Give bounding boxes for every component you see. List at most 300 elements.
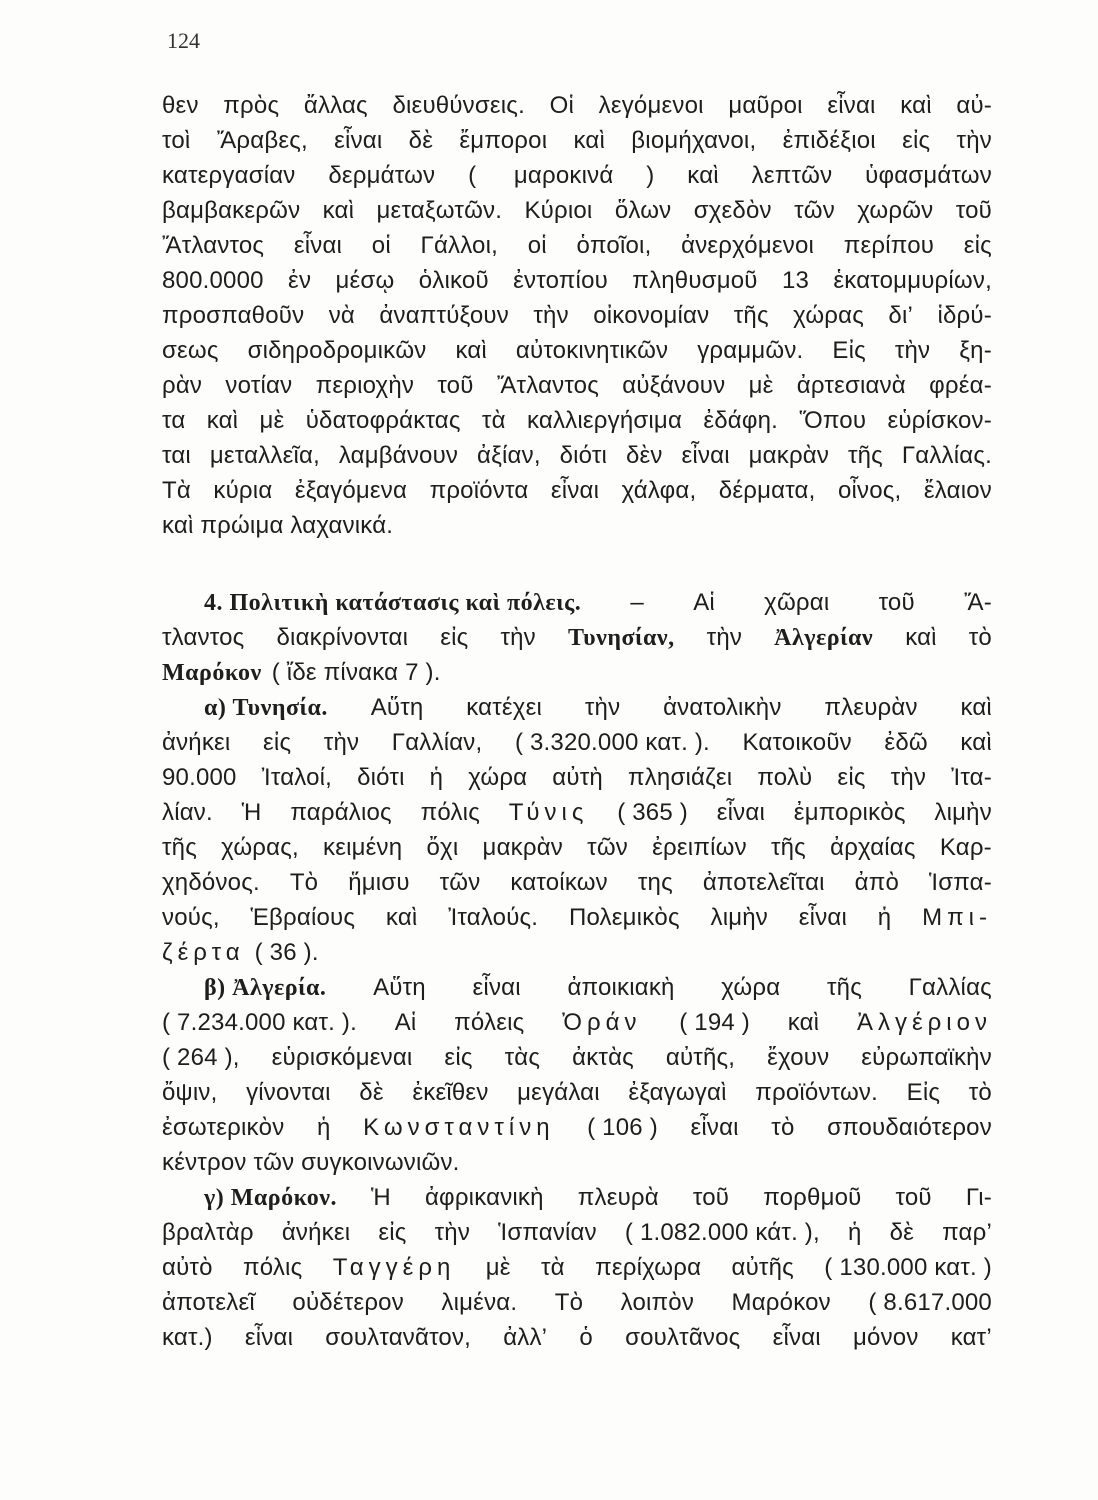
word: περιοχὴν xyxy=(315,372,415,399)
page-number: 124 xyxy=(167,28,200,53)
word: τὴν xyxy=(533,302,569,329)
word: καλλιεργήσιμα xyxy=(526,407,683,434)
word: μέσῳ xyxy=(335,267,395,294)
word: Ἄτλαντος xyxy=(162,232,265,259)
word: εἶναι xyxy=(798,904,848,931)
word: Γάλλοι, xyxy=(420,232,499,259)
word: β) Ἀλγερία. xyxy=(204,975,327,1001)
word: οἶνος, xyxy=(837,477,902,504)
word: ἐν xyxy=(288,267,312,294)
word: ἡ xyxy=(429,764,444,791)
word: Εἰς xyxy=(832,337,866,364)
word: ὑφασμάτων xyxy=(865,162,992,189)
word: μὲ xyxy=(485,1254,511,1281)
word: Τὸ xyxy=(554,1289,584,1316)
word: Αἱ xyxy=(394,1009,417,1036)
text-line xyxy=(162,1114,992,1149)
word: τὰ xyxy=(540,1254,565,1281)
text-line xyxy=(162,1149,992,1184)
word: οἱ xyxy=(527,232,547,259)
page-text xyxy=(162,92,992,1359)
word: σουλτανᾶτον, xyxy=(325,1324,472,1351)
word: καὶ xyxy=(960,694,992,721)
word: ἀρτεσιανὰ xyxy=(796,372,906,399)
word: χώρας, xyxy=(221,834,299,861)
word: καὶ xyxy=(905,624,937,651)
text-line xyxy=(162,512,992,547)
word: βραλτὰρ xyxy=(162,1219,254,1246)
word: Κύριοι xyxy=(524,197,593,224)
word: Ἰτα- xyxy=(951,764,992,791)
word: – xyxy=(630,589,644,616)
word: αὐτοκινητικῶν xyxy=(515,337,669,364)
word: Ἄτλαντος xyxy=(496,372,599,399)
word: τοῦ xyxy=(692,1184,730,1211)
word: 800.0000 xyxy=(162,267,264,294)
word: πόλις xyxy=(420,799,480,826)
word: Οἱ xyxy=(549,92,574,119)
word: κειμένη xyxy=(323,834,403,861)
word: ἄλλας xyxy=(303,92,368,119)
word: 13 xyxy=(781,267,810,294)
word: νούς, xyxy=(162,904,220,931)
text-line xyxy=(162,1324,992,1359)
word: ὄψιν, xyxy=(162,1079,218,1106)
word: εἶναι xyxy=(681,442,730,469)
text-line xyxy=(162,1219,992,1254)
word: ἀναπτύξουν xyxy=(379,302,509,329)
word: εἶναι xyxy=(334,127,383,154)
word: ἐσωτερικὸν xyxy=(162,1114,285,1141)
word: καὶ xyxy=(900,92,932,119)
word: καὶ xyxy=(206,407,239,434)
word: εἶναι xyxy=(772,1324,821,1351)
text-line xyxy=(162,1009,992,1044)
word: Πολεμικὸς xyxy=(568,904,680,931)
word: χώρα xyxy=(468,764,528,791)
word: ἀνερχόμενοι xyxy=(681,232,815,259)
word: ἐξαγόμενα xyxy=(294,477,408,504)
text-line xyxy=(162,232,992,267)
word: Αὕτη xyxy=(373,974,426,1001)
word: ἐξαγωγαὶ xyxy=(628,1079,727,1106)
word: παρ’ xyxy=(942,1219,992,1246)
word: τῆς xyxy=(770,834,806,861)
word: τῆς xyxy=(162,834,197,861)
word: Τὰ xyxy=(162,477,191,504)
word: μαῦροι xyxy=(728,92,803,119)
word: ( 106 ) xyxy=(587,1114,658,1141)
word: τῶν xyxy=(587,834,628,861)
word: εἰς xyxy=(902,127,931,154)
word: ἀνήκει xyxy=(162,729,231,756)
word: κύρια xyxy=(213,477,273,504)
word: ἔχουν xyxy=(767,1044,830,1071)
word: γ) Μαρόκον. xyxy=(204,1185,337,1211)
word: ἡ xyxy=(877,904,892,931)
word: πόλεις xyxy=(454,1009,525,1036)
word: τῆς xyxy=(733,302,769,329)
word: ( 1.082.000 κάτ. ), xyxy=(624,1219,820,1246)
word: Ἱσπανίαν xyxy=(498,1219,597,1246)
word: λαμβάνουν xyxy=(338,442,459,469)
word: ἡ xyxy=(316,1114,331,1141)
word: λιμένα. xyxy=(441,1289,518,1316)
word: ( 3.320.000 κατ. ). xyxy=(514,729,710,756)
word: ὑδατοφράκτας xyxy=(305,407,461,434)
word: δὲ xyxy=(408,127,434,154)
word: παράλιος xyxy=(290,799,392,826)
word: μὲ xyxy=(259,407,285,434)
text-line xyxy=(162,267,992,302)
word: μακρὰν xyxy=(748,442,830,469)
word: ἥμισυ xyxy=(348,869,410,896)
word: κατ’ xyxy=(950,1324,992,1351)
word: ἔλαιον xyxy=(923,477,992,504)
text-line xyxy=(162,939,992,974)
word: τὴν xyxy=(706,624,743,651)
word: Ἰταλοί, xyxy=(261,764,333,791)
word: τοῦ xyxy=(955,197,992,224)
text-line xyxy=(162,1289,992,1324)
word: σεως xyxy=(162,337,219,364)
word: ἀποτελεῖται xyxy=(702,869,825,896)
word: ζέρτα xyxy=(162,939,245,966)
word: τῆς xyxy=(826,974,862,1001)
word: ὁποῖοι, xyxy=(576,232,652,259)
text-line xyxy=(162,869,992,904)
word: εἰς xyxy=(444,1044,473,1071)
word: μεγάλαι xyxy=(517,1079,600,1106)
word: μακρὰν xyxy=(482,834,563,861)
text-line xyxy=(162,729,992,764)
word: ὄχι xyxy=(426,834,459,861)
word: εὑρίσκον- xyxy=(887,407,992,434)
word: Γι- xyxy=(965,1184,992,1211)
word: διακρίνονται xyxy=(276,624,409,651)
word: διότι xyxy=(559,442,608,469)
word: πρὸς xyxy=(223,92,280,119)
word: λοιπὸν xyxy=(620,1289,695,1316)
word: τλαντος xyxy=(162,624,245,651)
word: ὁ xyxy=(579,1324,593,1351)
word: τῶν xyxy=(439,869,481,896)
word: χηδόνος. xyxy=(162,869,260,896)
text-line xyxy=(162,1254,992,1289)
word: Ταγγέρη xyxy=(332,1254,456,1281)
word: εἰς xyxy=(837,764,866,791)
word: Ἡ xyxy=(371,1184,391,1211)
word: Καρ- xyxy=(939,834,992,861)
word: εὐρωπαϊκὴν xyxy=(861,1044,992,1071)
word: χάλφα, xyxy=(621,477,697,504)
word: σουλτᾶνος xyxy=(625,1324,741,1351)
word: πλησιάζει xyxy=(627,764,733,791)
word: καὶ xyxy=(385,904,418,931)
word: κατοίκων xyxy=(510,869,608,896)
word: τὴν xyxy=(584,694,621,721)
word: ἐμπορικὸς xyxy=(793,799,906,826)
word: δὲ xyxy=(359,1079,384,1106)
word: αὐ- xyxy=(956,92,992,119)
word: πλευρὰν xyxy=(824,694,918,721)
word: νὰ xyxy=(328,302,355,329)
word: τοῦ xyxy=(437,372,474,399)
word: 90.000 xyxy=(162,764,237,791)
word: Γαλλίαν, xyxy=(391,729,483,756)
word: ( 130.000 κατ. ) xyxy=(824,1254,992,1281)
word: κατ.) xyxy=(162,1324,213,1351)
word: δέρματα, xyxy=(718,477,816,504)
word: ( 8.617.000 xyxy=(868,1289,992,1316)
word: τὴν xyxy=(894,337,931,364)
word: λιμὴν xyxy=(934,799,992,826)
word: Ἄ- xyxy=(964,589,992,616)
word: Ὀράν xyxy=(562,1009,642,1036)
word: Ἀλγερίαν xyxy=(774,625,874,651)
word: χώρας xyxy=(793,302,864,329)
text-line xyxy=(162,407,992,442)
word: οἱ xyxy=(371,232,391,259)
word: διότι xyxy=(357,764,405,791)
subsection-line xyxy=(162,694,992,729)
word: καὶ πρώιμα λαχανικά. xyxy=(162,512,394,539)
text-line xyxy=(162,659,992,694)
word: πληθυσμοῦ xyxy=(632,267,758,294)
word: εἶναι xyxy=(472,974,521,1001)
word: ( ἴδε πίνακα 7 ). xyxy=(271,659,441,686)
word: εἰς xyxy=(440,624,469,651)
word: τὴν xyxy=(434,1219,471,1246)
word: ) xyxy=(646,162,655,189)
word: τὸ xyxy=(968,1079,992,1106)
word: τοῦ xyxy=(895,1184,932,1211)
word: πόλις xyxy=(243,1254,303,1281)
word: α) Τυνησία. xyxy=(204,695,328,721)
word: ἐδάφη. xyxy=(703,407,779,434)
word: νοτίαν xyxy=(225,372,293,399)
word: μαροκινά xyxy=(513,162,614,189)
word: εἰς xyxy=(378,1219,407,1246)
word: προϊόντων. xyxy=(755,1079,879,1106)
word: περίπου xyxy=(843,232,935,259)
word: ( 7.234.000 κατ. ). xyxy=(162,1009,357,1036)
word: πολὺ xyxy=(757,764,813,791)
word: εἶναι xyxy=(827,92,876,119)
word: οἰκονομίαν xyxy=(593,302,710,329)
word: τὴν xyxy=(323,729,360,756)
word: ἐρειπίων xyxy=(652,834,747,861)
word: κέντρον τῶν συγκοινωνιῶν. xyxy=(162,1149,460,1176)
word: ( 264 ), xyxy=(162,1044,240,1071)
word: ἡ xyxy=(847,1219,862,1246)
word: Κατοικοῦν xyxy=(742,729,852,756)
text-line xyxy=(162,624,992,659)
word: ἑκατομμυρίων, xyxy=(833,267,992,294)
word: τὰ xyxy=(481,407,506,434)
word: Τὸ xyxy=(289,869,319,896)
word: δὲν xyxy=(625,442,663,469)
word: ἀλλ’ xyxy=(503,1324,548,1351)
word: αὐτῆς xyxy=(731,1254,794,1281)
word: δερμάτων xyxy=(328,162,436,189)
word: Μαρόκον xyxy=(731,1289,831,1316)
word: ἀποικιακὴ xyxy=(567,974,675,1001)
text-line xyxy=(162,904,992,939)
word: κατέχει xyxy=(466,694,543,721)
word: τα xyxy=(162,407,186,434)
word: καὶ xyxy=(960,729,992,756)
word: ὁλικοῦ xyxy=(418,267,489,294)
word: Ἡ xyxy=(241,799,262,826)
word: Ἄραβες, xyxy=(216,127,308,154)
word: ( xyxy=(468,162,482,189)
word: χώρα xyxy=(721,974,781,1001)
word: διευθύνσεις. xyxy=(392,92,525,119)
word: Γαλλίας. xyxy=(901,442,992,469)
word: χῶραι xyxy=(764,589,830,616)
word: δι’ xyxy=(888,302,914,329)
word: τὸ xyxy=(968,624,992,651)
word: ἱδρύ- xyxy=(937,302,992,329)
word: Ἑβραίους xyxy=(250,904,356,931)
word: σιδηροδρομικῶν xyxy=(247,337,427,364)
word: ἀρχαίας xyxy=(830,834,916,861)
word: ( 36 ). xyxy=(254,939,319,966)
text-line xyxy=(162,1079,992,1114)
word: ἐκεῖθεν xyxy=(412,1079,489,1106)
word: ἀξίαν, xyxy=(477,442,541,469)
word: αὐτῆς, xyxy=(665,1044,736,1071)
text-line xyxy=(162,162,992,197)
word: σπουδαιότερον xyxy=(827,1114,992,1141)
word: Τύνις xyxy=(508,799,589,826)
word: τὴν xyxy=(890,764,927,791)
word: Ἱσπα- xyxy=(929,869,992,896)
word: εἰς xyxy=(963,232,992,259)
word: ἐπιδέξιοι xyxy=(782,127,876,154)
word: εἶναι xyxy=(716,799,765,826)
text-line xyxy=(162,302,992,337)
word: ἀνατολικὴν xyxy=(663,694,782,721)
word: φρέα- xyxy=(929,372,992,399)
word: ἀκτὰς xyxy=(572,1044,634,1071)
word: Αὕτη xyxy=(370,694,424,721)
text-line xyxy=(162,372,992,407)
word: ἔμποροι xyxy=(459,127,548,154)
text-line xyxy=(162,477,992,512)
text-line xyxy=(162,197,992,232)
word: ἀνήκει xyxy=(281,1219,351,1246)
word: εἶναι xyxy=(550,477,600,504)
word: τῶν xyxy=(794,197,835,224)
word: αὐξάνουν xyxy=(622,372,726,399)
word: καὶ xyxy=(455,337,487,364)
word: ἀπὸ xyxy=(854,869,900,896)
word: Εἰς xyxy=(906,1079,941,1106)
word: μὲ xyxy=(748,372,774,399)
word: ρὰν xyxy=(162,372,203,399)
word: γραμμῶν. xyxy=(697,337,804,364)
word: πορθμοῦ xyxy=(763,1184,862,1211)
word: λεγόμενοι xyxy=(598,92,704,119)
word: λίαν. xyxy=(162,799,213,826)
text-line xyxy=(162,834,992,869)
word: ὅλων xyxy=(614,197,672,224)
word: αὐτὸ xyxy=(162,1254,213,1281)
word: τοὶ xyxy=(162,127,191,154)
word: τὰς xyxy=(504,1044,541,1071)
word: λεπτῶν xyxy=(751,162,833,189)
word: εἶναι xyxy=(293,232,343,259)
word: εἶναι xyxy=(690,1114,739,1141)
text-line xyxy=(162,764,992,799)
word: καὶ xyxy=(322,197,355,224)
word: βιομήχανοι, xyxy=(631,127,757,154)
text-line xyxy=(162,92,992,127)
word: δὲ xyxy=(889,1219,915,1246)
word: χωρῶν xyxy=(857,197,934,224)
word: πλευρὰ xyxy=(577,1184,659,1211)
word: Μαρόκον xyxy=(162,660,262,686)
word: ( 194 ) xyxy=(679,1009,750,1036)
word: ἐντοπίου xyxy=(513,267,608,294)
word: Ἰταλούς. xyxy=(448,904,539,931)
word: εὑρισκόμεναι xyxy=(271,1044,413,1071)
word: οὐδέτερον xyxy=(292,1289,404,1316)
text-line xyxy=(162,127,992,162)
word: αὐτὴ xyxy=(552,764,603,791)
word: μόνον xyxy=(853,1324,919,1351)
word: βαμβακερῶν xyxy=(162,197,301,224)
word: ἐδῶ xyxy=(884,729,928,756)
word: μεταξωτῶν. xyxy=(376,197,503,224)
word: Κωνσταντίνη xyxy=(363,1114,555,1141)
word: Ἀλγέριον xyxy=(856,1009,992,1036)
word: γίνονται xyxy=(246,1079,331,1106)
word: ἀφρικανικὴ xyxy=(424,1184,544,1211)
word: κατεργασίαν xyxy=(162,162,296,189)
word: τοῦ xyxy=(878,589,915,616)
word: ται xyxy=(162,442,191,469)
word: προϊόντα xyxy=(429,477,529,504)
word: Μπι- xyxy=(922,904,992,931)
text-line xyxy=(162,337,992,372)
word: εἰς xyxy=(263,729,292,756)
word: θεν xyxy=(162,92,199,119)
text-line xyxy=(162,442,992,477)
word: ἀποτελεῖ xyxy=(162,1289,255,1316)
word: 4. Πολιτικὴ κατάστασις καὶ πόλεις. xyxy=(204,590,582,616)
word: προσπαθοῦν xyxy=(162,302,305,329)
word: Γαλλίας xyxy=(908,974,992,1001)
word: καὶ xyxy=(687,162,719,189)
word: καὶ xyxy=(787,1009,820,1036)
word: τῆς xyxy=(847,442,883,469)
word: καὶ xyxy=(573,127,606,154)
word: τὴν xyxy=(956,127,992,154)
section-heading-line xyxy=(162,589,992,624)
word: της xyxy=(637,869,673,896)
word: τὸ xyxy=(771,1114,795,1141)
word: σχεδὸν xyxy=(693,197,772,224)
word: ξη- xyxy=(959,337,992,364)
word: μεταλλεῖα, xyxy=(209,442,320,469)
word: Τυνησίαν, xyxy=(567,625,675,651)
word: ( 365 ) xyxy=(617,799,688,826)
word: τὴν xyxy=(500,624,536,651)
word: λιμὴν xyxy=(710,904,769,931)
